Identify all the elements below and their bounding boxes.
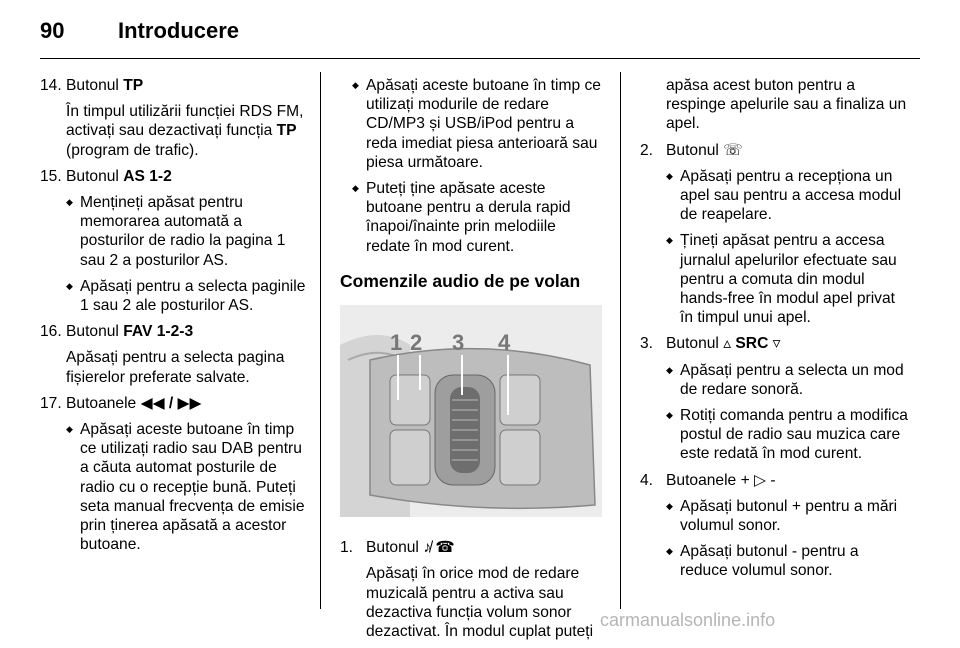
item-label: Butonul <box>366 539 424 557</box>
bullet: ◆ Puteți ține apăsate aceste butoane pentru a derula rapid înapoi/înainte prin melodiile redate în mod curent. <box>352 179 604 256</box>
paragraph-continued: apăsa acest buton pentru a respinge apelurile sau a finaliza un apel. <box>666 77 907 133</box>
callout-number-1: 1 <box>390 330 403 356</box>
item-label: Butonul <box>66 167 124 185</box>
mute-hangup-icon: ♪̸ ☎ <box>423 539 455 557</box>
volume-icon: + ▷ - <box>740 471 776 489</box>
paragraph: Apăsați în orice mod de redare muzicală pentru a activa sau dezactiva funcția volum sonor dezactivat. În modul cuplat puteți <box>366 565 594 641</box>
item-14 <box>40 76 310 160</box>
bullet: ◆ Apăsați pentru a recepționa un apel sau pentru a accesa modul de reapelare. <box>666 167 910 225</box>
bullet: ◆ Apăsați pentru a selecta paginile 1 sau 2 ale posturilor AS. <box>66 277 310 315</box>
column-2 <box>340 76 604 648</box>
watermark: carmanualsonline.info <box>600 610 776 630</box>
header-rule <box>40 58 920 59</box>
item-15 <box>40 167 310 315</box>
item-label: Butonul <box>666 141 724 159</box>
paragraph-end: (program de trafic). <box>66 141 199 159</box>
bullet: ◆ Apăsați butonul + pentru a mări volumul sonor. <box>666 497 910 535</box>
paragraph: Apăsați pentru a selecta pagina fișierelor preferate salvate. <box>66 349 285 386</box>
item-1 <box>340 538 604 641</box>
bullet: ◆ Apăsați aceste butoane în timp ce utilizați modurile de redare CD/MP3 și USB/iPod pentru a reda imediat piesa anterioară sau piesa următoare. <box>352 76 604 172</box>
column-divider-2 <box>620 72 621 609</box>
item-number: 2. <box>640 141 654 159</box>
item-4 <box>640 471 910 581</box>
button-name: AS 1-2 <box>123 167 172 185</box>
item-label: Butoanele <box>66 394 141 412</box>
bullet: ◆ Țineți apăsat pentru a accesa jurnalul apelurilor efectuate sau pentru a comuta din modul hands-free în modul apel privat în timpul unui apel. <box>666 231 910 327</box>
item-2 <box>640 141 910 328</box>
bullet: ◆ Mențineți apăsat pentru memorarea automată a posturilor de radio la pagina 1 sau 2 a posturilor AS. <box>66 193 310 270</box>
bullet: ◆ Apăsați pentru a selecta un mod de redare sonoră. <box>666 361 910 399</box>
item-number: 3. <box>640 335 654 353</box>
callout-number-4: 4 <box>498 330 511 356</box>
phone-icon: ☏ <box>723 141 743 159</box>
page-title: Introducere <box>118 18 240 43</box>
bullet: ◆ Apăsați butonul - pentru a reduce volumul sonor. <box>666 542 910 580</box>
steering-wheel-controls-figure <box>340 305 602 517</box>
item-number: 15. <box>40 167 62 185</box>
column-divider-1 <box>320 72 321 609</box>
button-name: FAV 1-2-3 <box>123 323 194 341</box>
seek-buttons-icon: ◀◀ / ▶▶ <box>140 394 202 412</box>
item-number: 14. <box>40 77 62 94</box>
item-number: 16. <box>40 323 62 341</box>
item-number: 1. <box>340 539 354 557</box>
item-17 <box>40 394 310 555</box>
button-name: TP <box>123 77 144 94</box>
up-arrow-icon: ▵ <box>723 335 736 353</box>
page-header <box>40 18 239 44</box>
item-label: Butoanele <box>666 471 741 489</box>
item-3 <box>640 334 910 463</box>
item-number: 4. <box>640 471 654 489</box>
down-arrow-icon: ▿ <box>768 335 781 353</box>
item-label: Butonul <box>66 77 124 94</box>
paragraph: În timpul utilizării funcției RDS FM, activați sau dezactivați funcția <box>66 103 304 140</box>
item-label: Butonul <box>66 323 124 341</box>
button-name: SRC <box>735 335 769 353</box>
callout-number-2: 2 <box>410 330 423 356</box>
section-heading: Comenzile audio de pe volan <box>340 270 581 291</box>
page-number: 90 <box>40 18 65 43</box>
item-label: Butonul <box>666 335 724 353</box>
item-16 <box>40 322 310 387</box>
bullet: ◆ Apăsați aceste butoane în timp ce utilizați radio sau DAB pentru a căuta automat posturile de radio cu o recepție bună. Puteți seta manual frecvența de emisie prin ținerea apăsată a acestor butoane. <box>66 420 310 554</box>
button-name: TP <box>276 122 297 140</box>
item-number: 17. <box>40 394 62 412</box>
bullet: ◆ Rotiți comanda pentru a modifica postul de radio sau muzica care este redată în mod curent. <box>666 406 910 464</box>
callout-number-3: 3 <box>452 330 465 356</box>
column-3 <box>640 76 910 588</box>
column-1 <box>40 76 310 561</box>
